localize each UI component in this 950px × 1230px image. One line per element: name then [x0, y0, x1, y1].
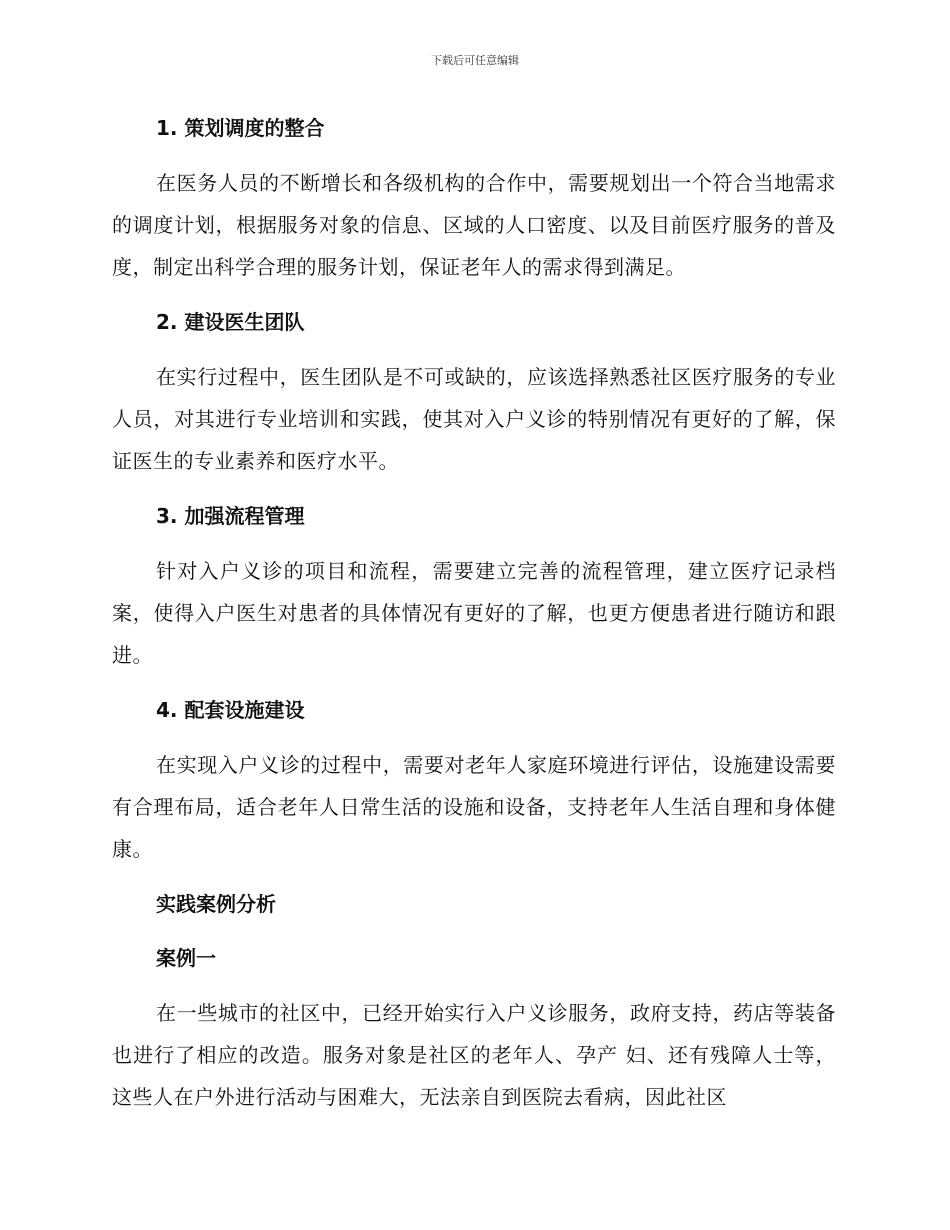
section-paragraph-1: 在医务人员的不断增长和各级机构的合作中，需要规划出一个符合当地需求的调度计划，根据服务对象的信息、区域的人口密度、以及目前医疗服务的普及度，制定出科学合理的服务计划，保证老年人的需求得到满足。: [112, 171, 836, 279]
case-study-title: 实践案例分析: [156, 892, 276, 916]
document-body: [112, 108, 836, 1132]
case-one-title: 案例一: [156, 946, 216, 970]
page-header: 下载后可任意编辑: [431, 54, 519, 67]
section-paragraph-4: 在实现入户义诊的过程中，需要对老年人家庭环境进行评估，设施建设需要有合理布局，适合老年人日常生活的设施和设备，支持老年人生活自理和身体健康。: [112, 753, 836, 861]
section-paragraph-2: 在实行过程中，医生团队是不可或缺的，应该选择熟悉社区医疗服务的专业人员，对其进行专业培训和实践，使其对入户义诊的特别情况有更好的了解，保证医生的专业素养和医疗水平。: [112, 365, 836, 473]
section-heading-2: 2. 建设医生团队: [156, 310, 305, 334]
section-heading-3: 3. 加强流程管理: [156, 504, 305, 528]
section-paragraph-3: 针对入户义诊的项目和流程，需要建立完善的流程管理，建立医疗记录档案，使得入户医生对患者的具体情况有更好的了解，也更方便患者进行随访和跟进。: [112, 559, 836, 667]
case-one-paragraph: 在一些城市的社区中，已经开始实行入户义诊服务，政府支持，药店等装备也进行了相应的改造。服务对象是社区的老年人、孕产 妇、还有残障人士等，这些人在户外进行活动与困难大，无法亲自到医院去看病，因此社区: [112, 1001, 836, 1109]
section-heading-1: 1. 策划调度的整合: [156, 116, 325, 140]
section-heading-4: 4. 配套设施建设: [156, 698, 305, 722]
